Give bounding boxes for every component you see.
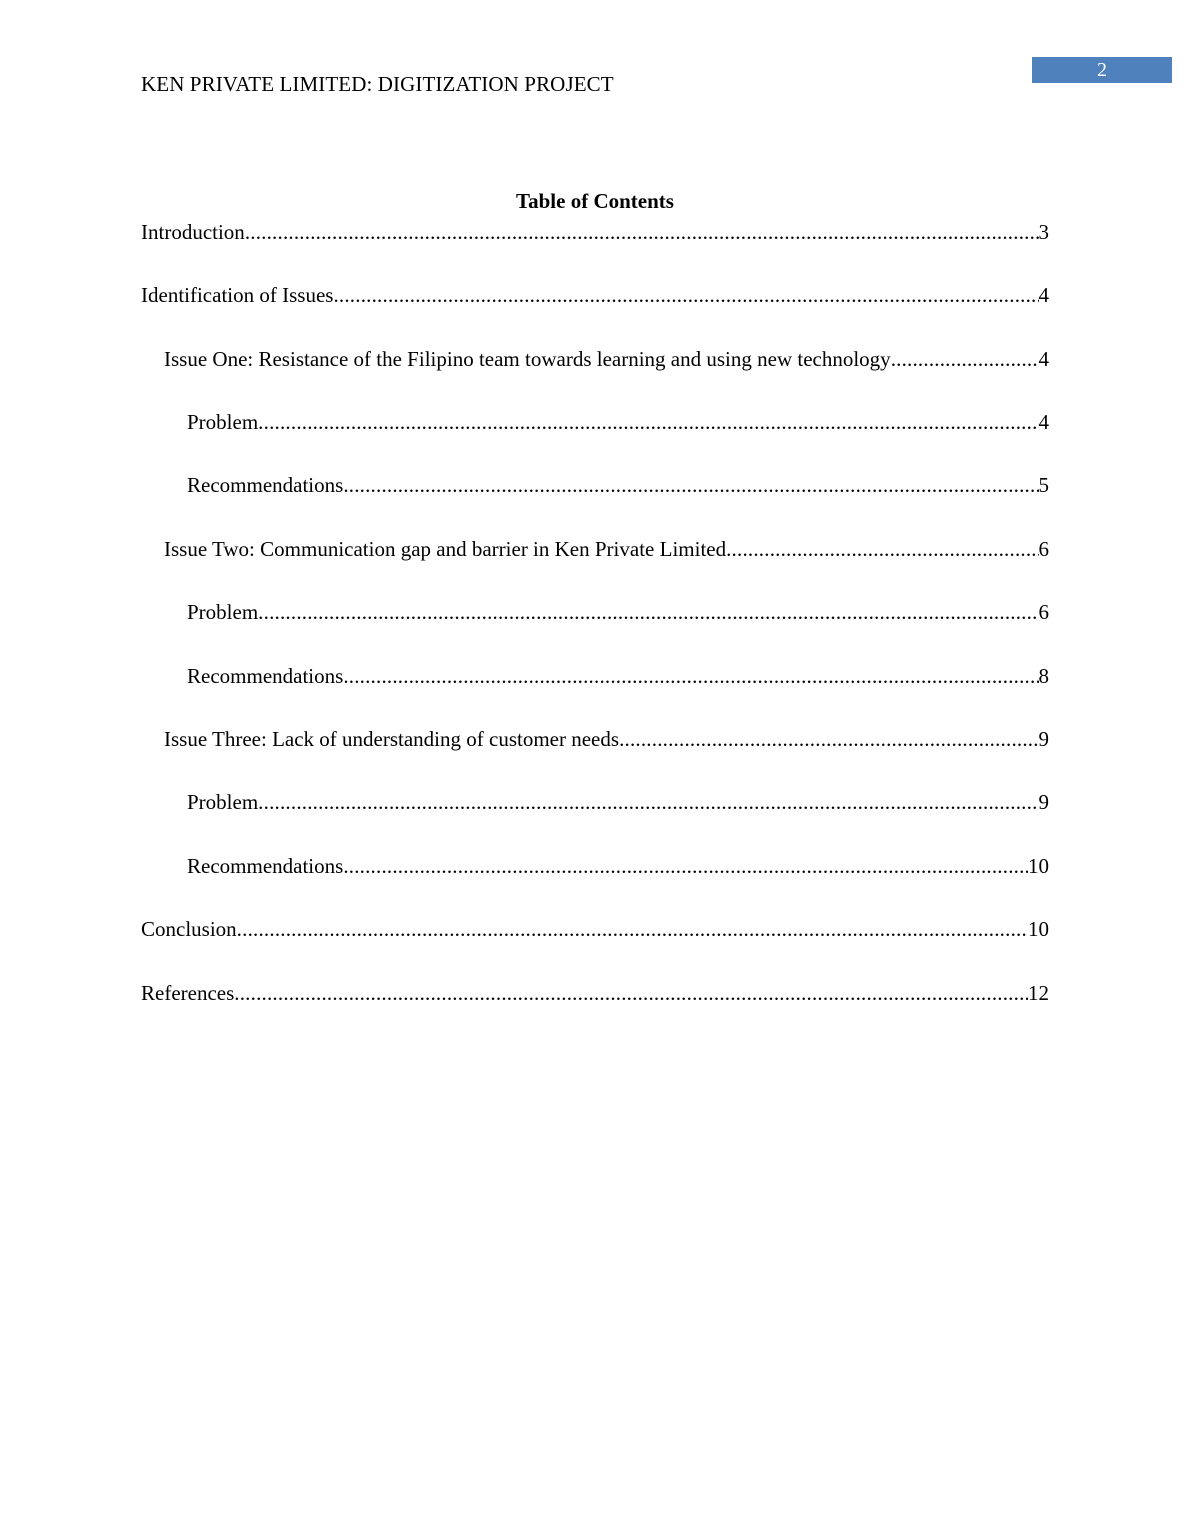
toc-entry-page: 4 (1038, 410, 1049, 434)
toc-entry-references[interactable] (141, 979, 1049, 1007)
toc-entry-page: 3 (1038, 220, 1049, 244)
toc-leader-dots (343, 471, 1038, 499)
toc-leader-dots (234, 979, 1028, 1007)
toc-entry-issue-three-problem[interactable] (187, 788, 1049, 816)
toc-entry-issue-two-problem[interactable] (187, 598, 1049, 626)
toc-entry-page: 9 (1038, 727, 1049, 751)
toc-leader-dots (258, 788, 1038, 816)
toc-entry-label: Introduction (141, 220, 245, 244)
toc-leader-dots (258, 598, 1038, 626)
toc-entry-page: 8 (1038, 664, 1049, 688)
toc-leader-dots (237, 915, 1028, 943)
toc-entry-page: 10 (1028, 917, 1049, 941)
toc-entry-label: Identification of Issues (141, 283, 334, 307)
toc-entry-page: 12 (1028, 981, 1049, 1005)
toc-entry-issue-one-recommendations[interactable] (187, 471, 1049, 499)
toc-entry-label: Problem (187, 790, 259, 814)
toc-entry-label: Problem (187, 410, 259, 434)
toc-leader-dots (258, 408, 1038, 436)
toc-entry-issue-two-recommendations[interactable] (187, 662, 1049, 690)
toc-leader-dots (891, 345, 1039, 373)
toc-entry-label: Recommendations (187, 854, 344, 878)
toc-entry-issue-three[interactable] (164, 725, 1049, 753)
toc-entry-issue-three-recommendations[interactable] (187, 852, 1049, 880)
toc-entry-label: Recommendations (187, 473, 344, 497)
toc-leader-dots (245, 218, 1039, 246)
toc-entry-label: Conclusion (141, 917, 237, 941)
toc-entry-label: References (141, 981, 235, 1005)
toc-entry-label: Issue Two: Communication gap and barrier in Ken Private Limited (164, 537, 727, 561)
toc-entry-issue-two[interactable] (164, 535, 1049, 563)
toc-title: Table of Contents (516, 189, 674, 213)
toc-entry-page: 9 (1038, 790, 1049, 814)
toc-entry-label: Problem (187, 600, 259, 624)
toc-entry-page: 5 (1038, 473, 1049, 497)
toc-entry-issue-one[interactable] (164, 345, 1049, 373)
toc-entry-page: 10 (1028, 854, 1049, 878)
toc-entry-page: 4 (1038, 283, 1049, 307)
toc-leader-dots (343, 852, 1028, 880)
running-header: KEN PRIVATE LIMITED: DIGITIZATION PROJECT (141, 72, 614, 96)
toc-entry-label: Recommendations (187, 664, 344, 688)
toc-entry-identification-of-issues[interactable] (141, 281, 1049, 309)
toc-leader-dots (619, 725, 1038, 753)
toc-entry-page: 4 (1038, 347, 1049, 371)
toc-entry-conclusion[interactable] (141, 915, 1049, 943)
toc-leader-dots (343, 662, 1038, 690)
toc-entry-issue-one-problem[interactable] (187, 408, 1049, 436)
toc-entry-label: Issue One: Resistance of the Filipino team towards learning and using new technology (164, 347, 891, 371)
toc-leader-dots (726, 535, 1038, 563)
toc-entry-page: 6 (1038, 600, 1049, 624)
toc-entry-introduction[interactable] (141, 218, 1049, 246)
page-number-box: 2 (1032, 57, 1172, 83)
toc-entry-label: Issue Three: Lack of understanding of customer needs (164, 727, 620, 751)
toc-entry-page: 6 (1038, 537, 1049, 561)
toc-leader-dots (333, 281, 1038, 309)
